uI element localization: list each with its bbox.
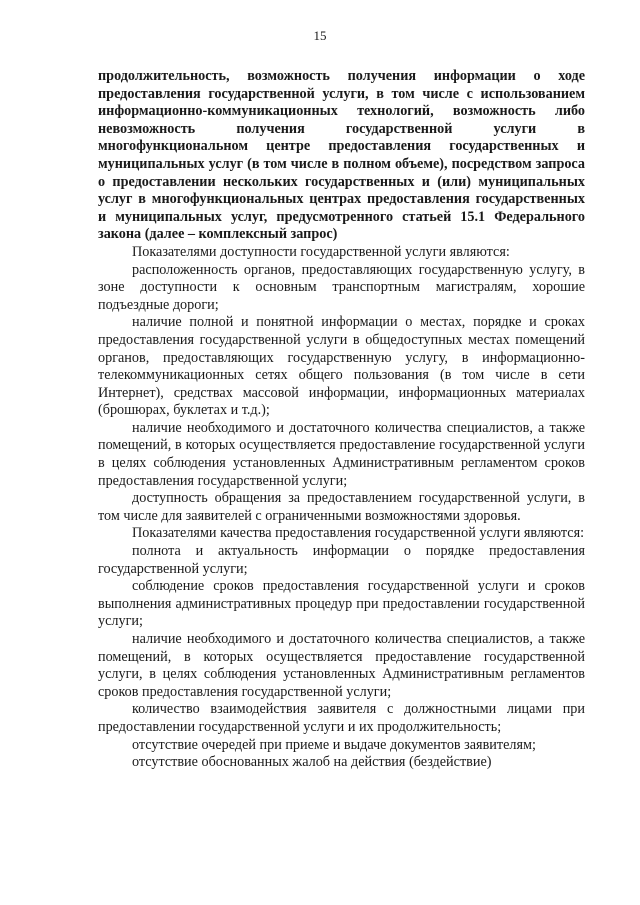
paragraph-no-complaints: отсутствие обоснованных жалоб на действия (бездействие) [132,754,492,771]
bold-paragraph: продолжительность, возможность получения информации о ходе предоставления государственной услуги, в том числе с использованием информационно-коммуникационных технологий, возможность либо невозможность получения государственной услуги в многофункциональном центре предоставления государственных и муниципальных услуг (в том числе в полном объеме), посредством запроса о предоставлении нескольких государственных и (или) муниципальных услуг в многофункциональных центрах предоставления государственных и муниципальных услуг, предусмотренного статьей 15.1 Федерального закона (далее – комплексный запрос) [98,68,585,243]
paragraph-quality-intro: Показателями качества предоставления государственной услуги являются: [132,525,585,542]
paragraph-no-queues: отсутствие очередей при приеме и выдаче документов заявителям; [132,736,536,753]
paragraph-specialists-quality: наличие необходимого и достаточного количества специалистов, а также помещений, в которых осуществляется предоставление государственной услуги, в целях соблюдения установленных Административным регламентов сроков предоставления государственной услуги; [98,631,585,700]
page-number: 15 [313,28,327,43]
paragraph-information: наличие полной и понятной информации о местах, порядке и сроках предоставления государственной услуги в общедоступных местах помещений органов, предоставляющих государственную услугу, в информационно-телекоммуникационных сетях общего пользования (в том числе в сети Интернет), средствах массовой информации, информационных материалах (брошюрах, буклетах и т.д.); [98,314,585,419]
paragraph-interactions: количество взаимодействия заявителя с должностными лицами при предоставлении государственной услуги и их продолжительность; [98,701,585,735]
paragraph-location: расположенность органов, предоставляющих государственную услугу, в зоне доступности к основным транспортным магистралям, хорошие подъездные дороги; [98,261,585,313]
paragraph-accessibility-intro: Показателями доступности государственной услуги являются: [132,243,510,260]
paragraph-accessibility-disabled: доступность обращения за предоставлением государственной услуги, в том числе для заявителей с ограниченными возможностями здоровья. [98,490,585,524]
paragraph-specialists: наличие необходимого и достаточного количества специалистов, а также помещений, в которых осуществляется предоставление государственной услуги в целях соблюдения установленных Административным регламентом сроков предоставления государственной услуги; [98,419,585,489]
paragraph-deadlines: соблюдение сроков предоставления государственной услуги и сроков выполнения административных процедур при предоставлении государственной услуги; [98,578,585,630]
document-body [98,68,585,772]
paragraph-completeness: полнота и актуальность информации о порядке предоставления государственной услуги; [98,543,585,577]
